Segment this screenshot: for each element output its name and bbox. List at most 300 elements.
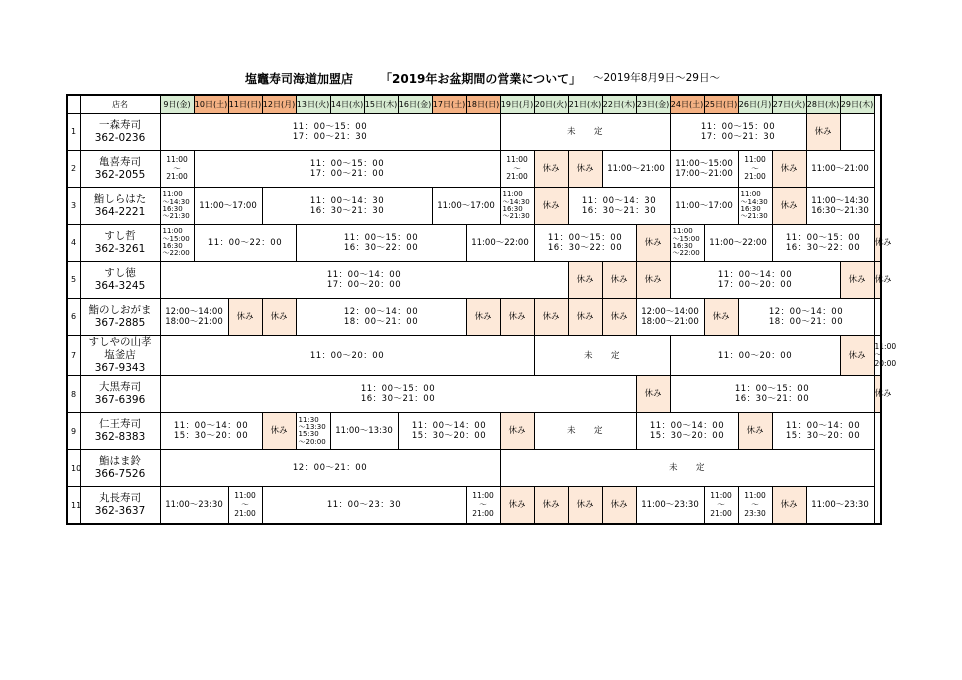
hours-text: 18:00～21:00 (641, 317, 699, 327)
hours-text: 12：00～21：00 (292, 463, 368, 474)
hours-cell (534, 225, 636, 262)
hours-cell (194, 188, 262, 225)
hours-text: 16：30～21：00 (734, 394, 810, 405)
hours-cell (194, 151, 500, 188)
store-name: すし哲 (104, 229, 136, 242)
row-number: 5 (67, 262, 80, 299)
store-phone: 362-8383 (94, 431, 146, 444)
hours-text: 11:00～14:30 (811, 195, 869, 206)
hours-text: 16：30～22：00 (343, 243, 419, 253)
store-name-cell (80, 487, 160, 525)
hours-text: 17：00～21：00 (309, 169, 385, 179)
hours-text: 11:00～15:00 (675, 158, 733, 169)
hours-text: 16：30～21：00 (360, 394, 436, 405)
hours-cell (568, 188, 670, 225)
hours-text: 11:00 (744, 155, 766, 165)
store-name-cell (80, 450, 160, 487)
store-name: 亀喜寿司 (99, 155, 141, 168)
hours-text: 11:00 (874, 341, 897, 351)
hours-text: 17：00～21：30 (292, 132, 368, 142)
hours-cell (500, 114, 670, 151)
hours-text: 16：30～22：00 (785, 243, 861, 253)
hours-cell (466, 225, 534, 262)
hours-text: 11:00～21:00 (811, 163, 869, 174)
closed-label: 休み (576, 274, 594, 285)
store-name-cell (80, 376, 160, 413)
closed-cell (568, 299, 602, 336)
header-day-cell: 17日(土) (432, 95, 466, 114)
hours-text: 11:00～13:30 (335, 426, 393, 437)
hours-cell (840, 114, 874, 151)
closed-cell (500, 487, 534, 525)
hours-text: 15：30～20：00 (173, 431, 249, 442)
hours-cell (160, 151, 194, 188)
store-name: 鮨のしおがま (88, 303, 152, 316)
closed-label: 休み (542, 311, 560, 322)
closed-cell (568, 487, 602, 525)
hours-text: ～22:00 (162, 249, 190, 258)
hours-text: 12:00～14:00 (641, 306, 699, 317)
closed-label: 休み (712, 311, 730, 322)
header-row (67, 95, 881, 114)
store-name-cell (80, 262, 160, 299)
hours-cell (670, 336, 840, 376)
store-phone: 364-3245 (94, 280, 146, 292)
hours-cell (670, 151, 738, 188)
hours-cell (194, 225, 296, 262)
hours-cell (738, 299, 874, 336)
hours-text: 15：30～20：00 (411, 431, 487, 442)
hours-text: 16:30 (740, 205, 761, 213)
row-number: 1 (67, 114, 80, 151)
hours-text: 11:00～23:30 (811, 500, 869, 511)
hours-text: 未 定 (566, 426, 603, 437)
hours-text: ～ (479, 500, 487, 510)
hours-text: ～21:30 (162, 212, 190, 221)
closed-cell (466, 299, 500, 336)
hours-text: 15：30～20：00 (649, 431, 725, 442)
hours-cell (534, 413, 636, 450)
closed-label: 休み (270, 311, 288, 322)
store-phone: 362-3637 (94, 505, 146, 518)
row-number: 10 (67, 450, 80, 487)
hours-text: 17：00～20：00 (717, 280, 793, 290)
store-name: すし徳 (104, 266, 136, 279)
table-row (67, 413, 881, 450)
hours-cell (262, 487, 466, 525)
hours-text: ～15:00 (162, 234, 190, 243)
closed-label: 休み (644, 237, 662, 248)
hours-cell (636, 487, 704, 525)
hours-text: ～ (751, 163, 759, 173)
header-day-cell: 22日(木) (602, 95, 636, 114)
hours-text: 16:30～21:30 (811, 206, 869, 216)
hours-text: 18:00～21:00 (165, 317, 223, 327)
closed-cell (262, 413, 296, 450)
hours-text: 11:00 (472, 491, 494, 501)
closed-cell (840, 336, 874, 376)
hours-text: 11：00～15：00 (309, 158, 385, 169)
store-name: 一森寿司 (99, 118, 141, 131)
hours-cell (262, 188, 432, 225)
closed-label: 休み (542, 500, 560, 511)
store-phone: 362-0236 (94, 132, 146, 144)
closed-cell (262, 299, 296, 336)
header-day-cell: 11日(日) (228, 95, 262, 114)
hours-text: 11:00 (162, 227, 183, 236)
schedule-table (66, 94, 897, 525)
closed-label: 休み (236, 311, 254, 322)
hours-cell (330, 413, 398, 450)
hours-text: 11：00～15：00 (547, 232, 623, 243)
closed-label: 休み (848, 350, 866, 361)
closed-label: 休み (848, 274, 866, 285)
header-day-cell: 27日(火) (772, 95, 806, 114)
hours-text: 未 定 (583, 350, 620, 361)
hours-text: 11:00 (166, 155, 188, 165)
hours-text: 18：00～21：00 (768, 317, 844, 327)
hours-text: ～13:30 (298, 423, 326, 432)
hours-text: 11：00～15：00 (700, 121, 776, 132)
header-day-cell: 19日(月) (500, 95, 534, 114)
hours-cell (296, 413, 330, 450)
hours-cell (160, 376, 636, 413)
table-row (67, 225, 881, 262)
closed-label: 休み (814, 126, 832, 137)
hours-cell (228, 487, 262, 525)
hours-text: 16:30 (162, 242, 183, 250)
header-day-cell: 13日(火) (296, 95, 330, 114)
hours-cell (704, 487, 738, 525)
hours-cell (160, 299, 228, 336)
hours-cell (874, 336, 897, 376)
hours-text: 21:00 (472, 508, 494, 518)
hours-text: 18：00～21：00 (343, 317, 419, 327)
hours-text: 21:00 (744, 172, 766, 182)
hours-cell (738, 487, 772, 525)
closed-cell (772, 188, 806, 225)
hours-text: ～14:30 (740, 197, 768, 206)
closed-cell (874, 262, 892, 299)
hours-text: 11：00～14：30 (581, 195, 657, 206)
table-row (67, 151, 881, 188)
closed-label: 休み (542, 163, 560, 174)
row-number: 7 (67, 336, 80, 376)
hours-text: 11:00 (506, 155, 528, 165)
hours-cell (806, 188, 874, 225)
row-number: 8 (67, 376, 80, 413)
hours-text: 16:30 (672, 242, 693, 250)
hours-text: 11：00～20：00 (309, 350, 385, 361)
table-row (67, 487, 881, 525)
hours-cell (160, 413, 262, 450)
hours-cell (636, 413, 738, 450)
hours-cell (534, 336, 670, 376)
hours-text: 12：00～14：00 (343, 306, 419, 317)
hours-text: 21:00 (506, 172, 528, 182)
header-day-cell: 18日(日) (466, 95, 500, 114)
closed-label: 休み (746, 426, 764, 437)
row-number: 9 (67, 413, 80, 450)
hours-text: 23:30 (744, 508, 766, 518)
hours-text: 11:00～23:30 (641, 500, 699, 511)
hours-text: 21:00 (166, 172, 188, 182)
store-name-cell (80, 225, 160, 262)
header-store-cell: 店名 (80, 95, 160, 114)
closed-label: 休み (644, 274, 662, 285)
closed-cell (636, 262, 670, 299)
closed-cell (806, 114, 840, 151)
hours-text: 11：00～15：00 (734, 384, 810, 395)
closed-cell (602, 487, 636, 525)
store-name: 仁王寿司 (99, 418, 141, 431)
hours-cell (670, 114, 806, 151)
hours-cell (772, 413, 874, 450)
hours-cell (160, 188, 194, 225)
store-phone: 367-6396 (94, 394, 146, 407)
hours-text: 11:00 (710, 491, 732, 501)
closed-cell (568, 151, 602, 188)
closed-label: 休み (874, 389, 892, 400)
header-day-cell: 9日(金) (160, 95, 194, 114)
hours-text: 11:00～22:00 (709, 237, 767, 248)
closed-label: 休み (576, 163, 594, 174)
header-day-cell: 21日(水) (568, 95, 602, 114)
hours-text: 17:00～21:00 (675, 169, 733, 179)
header-number-cell (67, 95, 80, 114)
store-phone: 367-2885 (94, 317, 146, 329)
row-number: 6 (67, 299, 80, 336)
hours-text: 11：00～23：30 (326, 500, 402, 511)
header-day-cell: 29日(木) (840, 95, 874, 114)
store-phone: 366-7526 (94, 468, 146, 481)
period-label: ～2019年8月9日～29日～ (593, 72, 720, 84)
hours-text: 11:00 (162, 190, 183, 199)
header-day-cell: 26日(月) (738, 95, 772, 114)
hours-text: 11:00 (234, 491, 256, 501)
hours-text: ～ (751, 500, 759, 510)
table-row (67, 376, 881, 413)
hours-text: 11:00 (744, 491, 766, 501)
hours-cell (806, 151, 874, 188)
store-name-cell (80, 114, 160, 151)
hours-text: 11：00～15：00 (360, 384, 436, 395)
hours-cell (670, 262, 840, 299)
hours-text: 11：00～15：00 (785, 232, 861, 243)
hours-text: 12：00～14：00 (768, 306, 844, 317)
hours-cell (398, 413, 500, 450)
store-phone: 362-3261 (94, 243, 146, 255)
hours-cell (704, 225, 772, 262)
header-day-cell: 12日(月) (262, 95, 296, 114)
closed-cell (636, 225, 670, 262)
closed-cell (772, 151, 806, 188)
hours-text: ～21:30 (502, 212, 530, 221)
hours-cell (670, 376, 874, 413)
table-row (67, 188, 881, 225)
hours-text: 11:00 (502, 190, 523, 199)
hours-text: ～22:00 (672, 249, 700, 258)
hours-text: 21:00 (234, 508, 256, 518)
store-name-cell (80, 151, 160, 188)
hours-cell (806, 487, 874, 525)
closed-cell (874, 225, 892, 262)
hours-text: 未 定 (668, 463, 705, 474)
closed-label: 休み (644, 389, 662, 400)
hours-cell (636, 299, 704, 336)
closed-cell (500, 413, 534, 450)
hours-text: 11:00 (740, 190, 761, 199)
hours-cell (500, 188, 534, 225)
hours-text: 21:00 (710, 508, 732, 518)
hours-cell (160, 450, 500, 487)
table-row (67, 114, 881, 151)
row-number: 2 (67, 151, 80, 188)
page-heading: 「2019年お盆期間の営業について」 (380, 72, 582, 86)
hours-text: ～15:00 (672, 234, 700, 243)
closed-label: 休み (508, 500, 526, 511)
hours-cell (500, 450, 874, 487)
hours-cell (670, 225, 704, 262)
hours-cell (160, 262, 568, 299)
header-day-cell: 23日(金) (636, 95, 670, 114)
hours-text: 11:00～17:00 (199, 200, 257, 211)
closed-label: 休み (610, 500, 628, 511)
hours-text: 11：00～22：00 (207, 237, 283, 248)
hours-text: 11：00～14：00 (173, 421, 249, 432)
hours-text: 11:00 (672, 227, 693, 236)
hours-cell (160, 336, 534, 376)
closed-label: 休み (874, 274, 892, 285)
hours-text: 11:00～17:00 (437, 200, 495, 211)
hours-text: 11:30 (298, 415, 319, 424)
row-number: 4 (67, 225, 80, 262)
hours-text: ～14:30 (502, 197, 530, 206)
hours-text: 16:30 (502, 205, 523, 213)
hours-text: ～14:30 (162, 197, 190, 206)
closed-label: 休み (610, 274, 628, 285)
row-number: 11 (67, 487, 80, 525)
hours-cell (466, 487, 500, 525)
hours-text: 11：00～14：00 (326, 269, 402, 280)
hours-text: 20:00 (874, 359, 897, 368)
closed-cell (738, 413, 772, 450)
hours-cell (738, 188, 772, 225)
store-name-cell (80, 336, 160, 376)
closed-label: 休み (780, 163, 798, 174)
closed-cell (568, 262, 602, 299)
hours-cell (432, 188, 500, 225)
closed-cell (534, 151, 568, 188)
store-phone: 362-2055 (94, 169, 146, 181)
closed-label: 休み (610, 311, 628, 322)
closed-cell (704, 299, 738, 336)
hours-text: 11：00～20：00 (717, 350, 793, 361)
hours-cell (160, 114, 500, 151)
hours-text: 11：00～14：00 (785, 421, 861, 432)
title-line (0, 70, 962, 88)
closed-cell (534, 487, 568, 525)
hours-text: 11：00～15：00 (292, 121, 368, 132)
hours-text: 11：00～14：00 (649, 421, 725, 432)
store-phone: 364-2221 (94, 206, 146, 218)
closed-label: 休み (874, 237, 892, 248)
hours-text: 未 定 (566, 126, 603, 137)
hours-cell (772, 225, 874, 262)
store-name: 大黒寿司 (99, 381, 141, 394)
closed-label: 休み (508, 311, 526, 322)
store-phone: 367-9343 (94, 362, 146, 375)
hours-cell (738, 151, 772, 188)
store-name-cell (80, 188, 160, 225)
hours-text: ～ (241, 500, 249, 510)
hours-text: 11：00～14：30 (309, 195, 385, 206)
hours-text: 16：30～22：00 (547, 243, 623, 253)
header-day-cell: 16日(金) (398, 95, 432, 114)
hours-text: 11:00～21:00 (607, 163, 665, 174)
hours-text: ～ (173, 163, 181, 173)
row-number: 3 (67, 188, 80, 225)
hours-text: 11：00～14：00 (411, 421, 487, 432)
store-name-cell (80, 413, 160, 450)
closed-label: 休み (780, 200, 798, 211)
hours-text: 15:30 (298, 430, 319, 439)
store-name: 塩釜店 (104, 349, 136, 362)
hours-cell (160, 225, 194, 262)
header-day-cell: 14日(水) (330, 95, 364, 114)
closed-cell (500, 299, 534, 336)
hours-text: 11:00～23:30 (165, 500, 223, 511)
hours-cell (296, 225, 466, 262)
closed-label: 休み (576, 500, 594, 511)
hours-text: 11:00～22:00 (471, 237, 529, 248)
hours-cell (500, 151, 534, 188)
hours-text: 11：00～14：00 (717, 269, 793, 280)
closed-cell (840, 262, 874, 299)
hours-text: 16：30～21：30 (309, 206, 385, 216)
hours-cell (160, 487, 228, 525)
hours-cell (296, 299, 466, 336)
hours-text: ～20:00 (298, 437, 326, 446)
hours-text: ～ (874, 350, 882, 360)
hours-text: 11：00～15：00 (343, 232, 419, 243)
hours-text: 15：30～20：00 (785, 431, 861, 442)
hours-text: 17：00～20：00 (326, 280, 402, 290)
closed-label: 休み (780, 500, 798, 511)
table-row (67, 450, 881, 487)
hours-text: 11:00～17:00 (675, 200, 733, 211)
closed-cell (534, 299, 568, 336)
header-day-cell: 25日(日) (704, 95, 738, 114)
closed-label: 休み (508, 426, 526, 437)
store-name: 鮨しらはた (93, 192, 147, 205)
closed-label: 休み (542, 200, 560, 211)
table-row (67, 299, 881, 336)
hours-text: 16：30～21：30 (581, 206, 657, 216)
hours-text: 12:00～14:00 (165, 306, 223, 317)
store-association-title: 塩竈寿司海道加盟店 (245, 72, 354, 86)
header-day-cell: 24日(土) (670, 95, 704, 114)
closed-label: 休み (576, 311, 594, 322)
table-row (67, 262, 881, 299)
hours-text: ～ (717, 500, 725, 510)
hours-text: 17：00～21：30 (700, 132, 776, 142)
hours-cell (670, 188, 738, 225)
closed-cell (772, 487, 806, 525)
store-name: すしやの山孝 (88, 336, 152, 348)
closed-cell (602, 262, 636, 299)
store-name: 丸長寿司 (99, 492, 141, 505)
